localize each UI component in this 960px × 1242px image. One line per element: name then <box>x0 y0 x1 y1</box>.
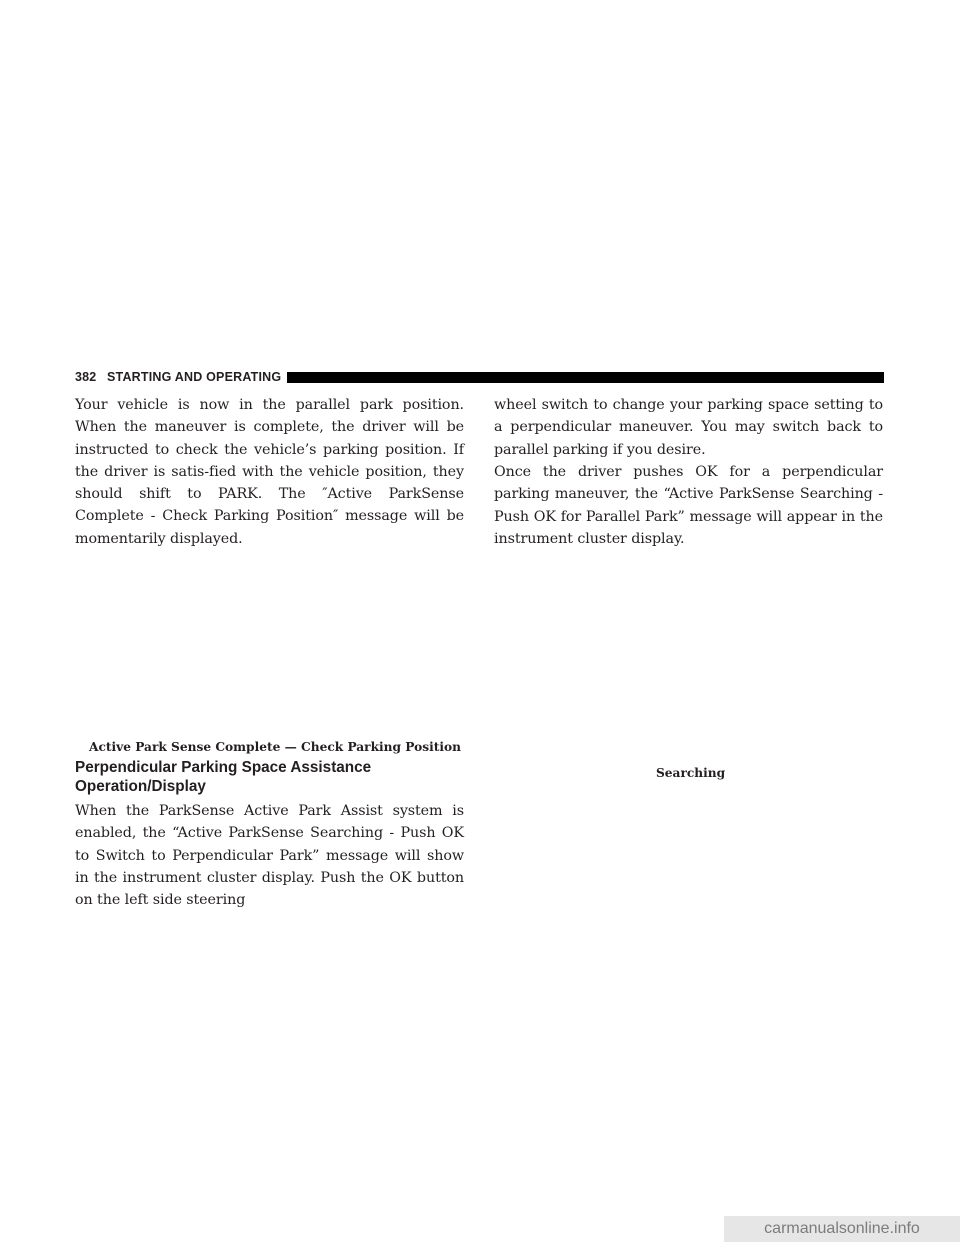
body-paragraph: When the ParkSense Active Park Assist system is enabled, the “Active ParkSense Searching - Push OK to Switch to Perpendicular Park” message will show in the instrument cluster display. Push the OK button on the left side steering <box>75 803 464 909</box>
figure-caption-complete: Active Park Sense Complete — Check Parking Position <box>89 740 462 754</box>
continued-paragraph: wheel switch to change your parking space setting to a perpendicular maneuver. You may switch back to parallel parking if you desire. <box>494 397 883 458</box>
header-rule <box>287 372 884 383</box>
intro-paragraph: Your vehicle is now in the parallel park position. When the maneuver is complete, the driver will be instructed to check the vehicle’s parking position. If the driver is satis-fied with the vehicle position, they should shift to PARK. The ″Active ParkSense Complete - Check Parking Position″ message will be momentarily displayed. <box>75 397 464 547</box>
section-title: STARTING AND OPERATING <box>107 370 282 384</box>
watermark-link[interactable]: carmanualsonline.info <box>724 1216 960 1242</box>
second-paragraph: Once the driver pushes OK for a perpendicular parking maneuver, the “Active ParkSense Searching - Push OK for Parallel Park” message will appear in the instrument cluster display. <box>494 464 883 547</box>
section-subheading: Perpendicular Parking Space Assistance Operation/Display <box>75 759 372 795</box>
page-number: 382 <box>75 370 97 384</box>
page-header <box>75 370 884 384</box>
figure-caption-searching: Searching <box>656 766 726 780</box>
